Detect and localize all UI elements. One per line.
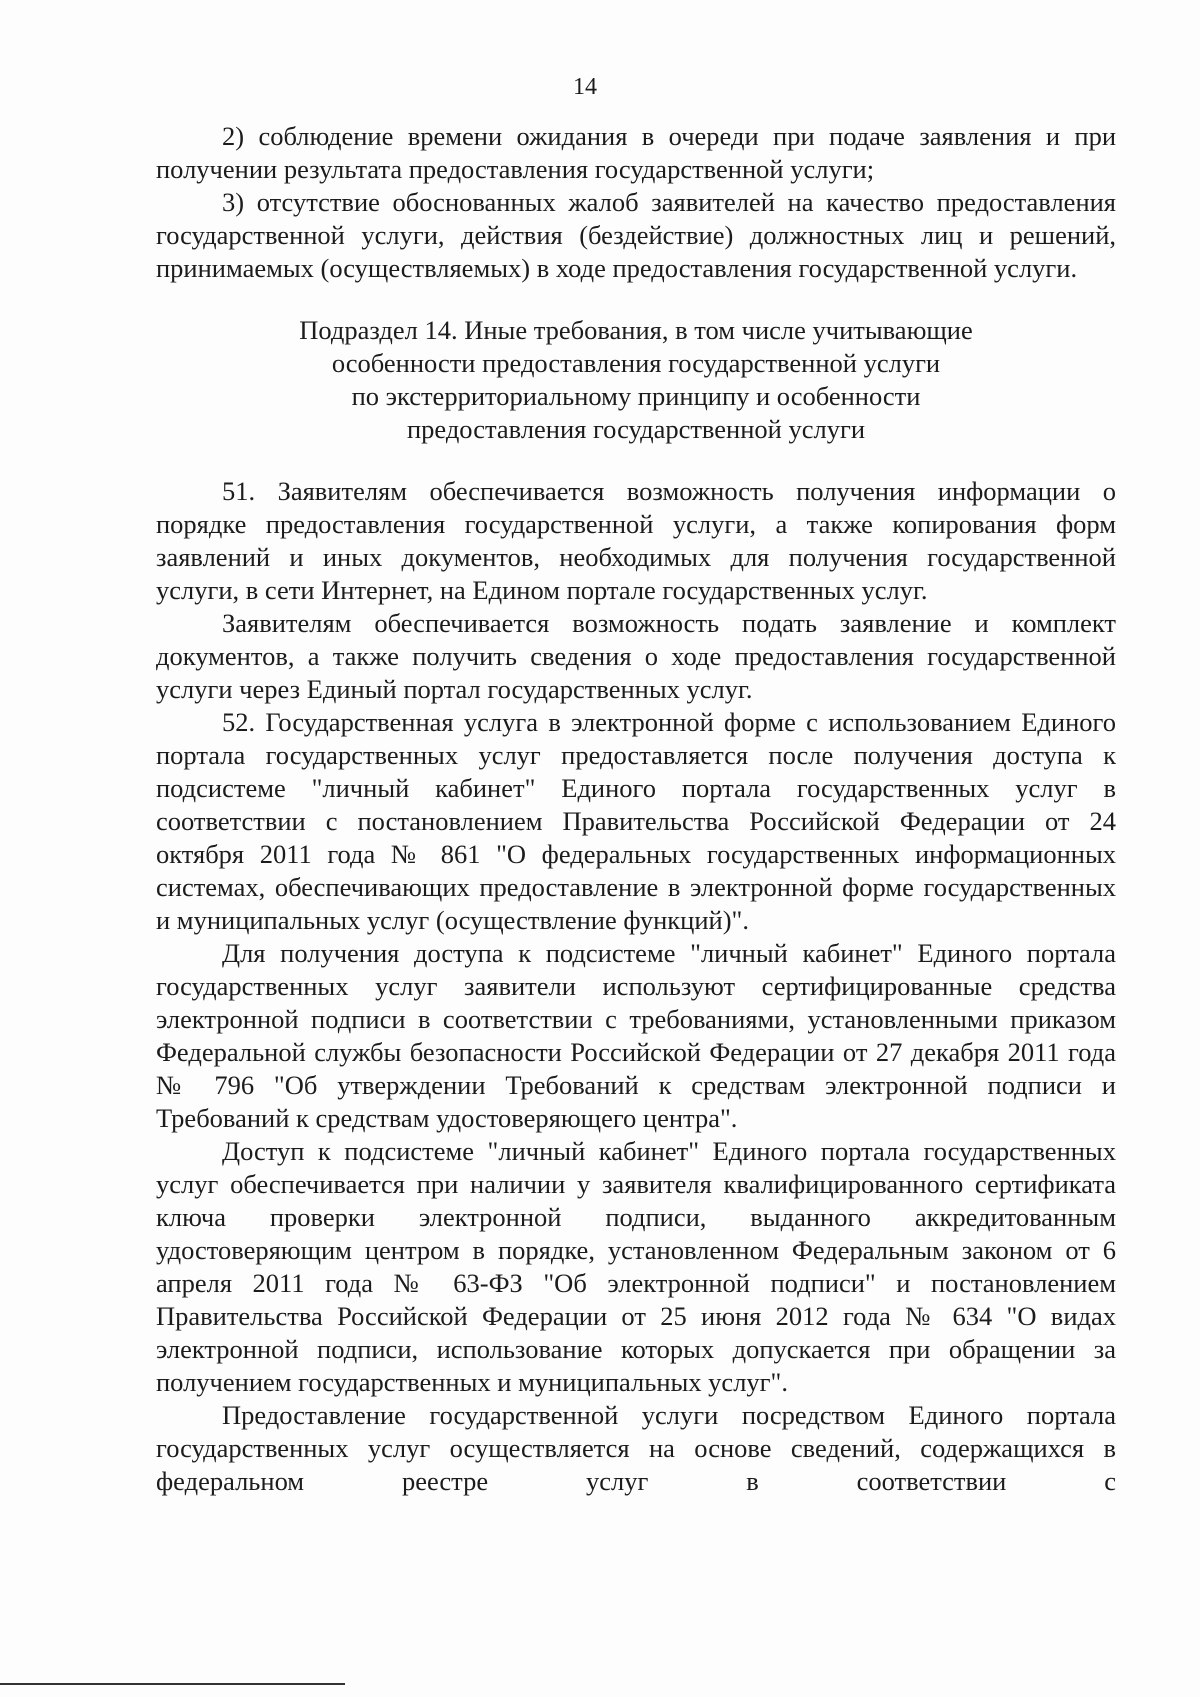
- paragraph-52-registry: Предоставление государственной услуги посредством Единого портала государственных услуг осуществляется на основе сведений, содержащихся в федеральном реестре услуг в соответствии с: [156, 1400, 1116, 1496]
- page-number: 14: [573, 74, 597, 100]
- paragraph-52-certificate: Доступ к подсистеме "личный кабинет" Единого портала государственных услуг обеспечивается при наличии у заявителя квалифицированного сертификата ключа проверки электронной подписи, выданного аккредитованным удостоверяющим центром в порядке, установленном Федеральным законом от 6 апреля 2011 года № 63-ФЗ "Об электронной подписи" и постановлением Правительства Российской Федерации от 25 июня 2012 года № 634 "О видах электронной подписи, использование которых допускается при обращении за получением государственных и муниципальных услуг".: [156, 1136, 1116, 1397]
- list-item-2: 2) соблюдение времени ожидания в очереди при подаче заявления и при получении результата предоставления государственной услуги;: [156, 121, 1116, 184]
- section-heading-line-2: особенности предоставления государственной услуги: [331, 348, 941, 378]
- section-heading: [156, 314, 1116, 446]
- paragraph-51: 51. Заявителям обеспечивается возможность получения информации о порядке предоставления государственной услуги, а также копирования форм заявлений и иных документов, необходимых для получения государственной услуги, в сети Интернет, на Едином портале государственных услуг.: [156, 476, 1116, 605]
- paragraph-52: 52. Государственная услуга в электронной форме с использованием Единого портала государственных услуг предоставляется после получения доступа к подсистеме "личный кабинет" Единого портала государственных услуг в соответствии с постановлением Правительства Российской Федерации от 24 октября 2011 года № 861 "О федеральных государственных информационных системах, обеспечивающих предоставление в электронной форме государственных и муниципальных услуг (осуществление функций)".: [156, 707, 1116, 935]
- paragraph-52-access: Для получения доступа к подсистеме "личный кабинет" Единого портала государственных услуг заявители используют сертифицированные средства электронной подписи в соответствии с требованиями, установленными приказом Федеральной службы безопасности Российской Федерации от 27 декабря 2011 года № 796 "Об утверждении Требований к средствам электронной подписи и Требований к средствам удостоверяющего центра".: [156, 938, 1116, 1133]
- paragraph-51-submission: Заявителям обеспечивается возможность подать заявление и комплект документов, а также получить сведения о ходе предоставления государственной услуги через Единый портал государственных услуг.: [156, 608, 1116, 704]
- section-heading-line-4: предоставления государственной услуги: [406, 414, 866, 444]
- scan-edge-line: [0, 1683, 345, 1685]
- document-body: [156, 120, 1116, 1498]
- section-heading-line-3: по экстерриториальному принципу и особенности: [351, 381, 921, 411]
- section-heading-line-1: Подраздел 14. Иные требования, в том числе учитывающие: [299, 315, 973, 345]
- list-item-3: 3) отсутствие обоснованных жалоб заявителей на качество предоставления государственной услуги, действия (бездействие) должностных лиц и решений, принимаемых (осуществляемых) в ходе предоставления государственной услуги.: [156, 187, 1116, 283]
